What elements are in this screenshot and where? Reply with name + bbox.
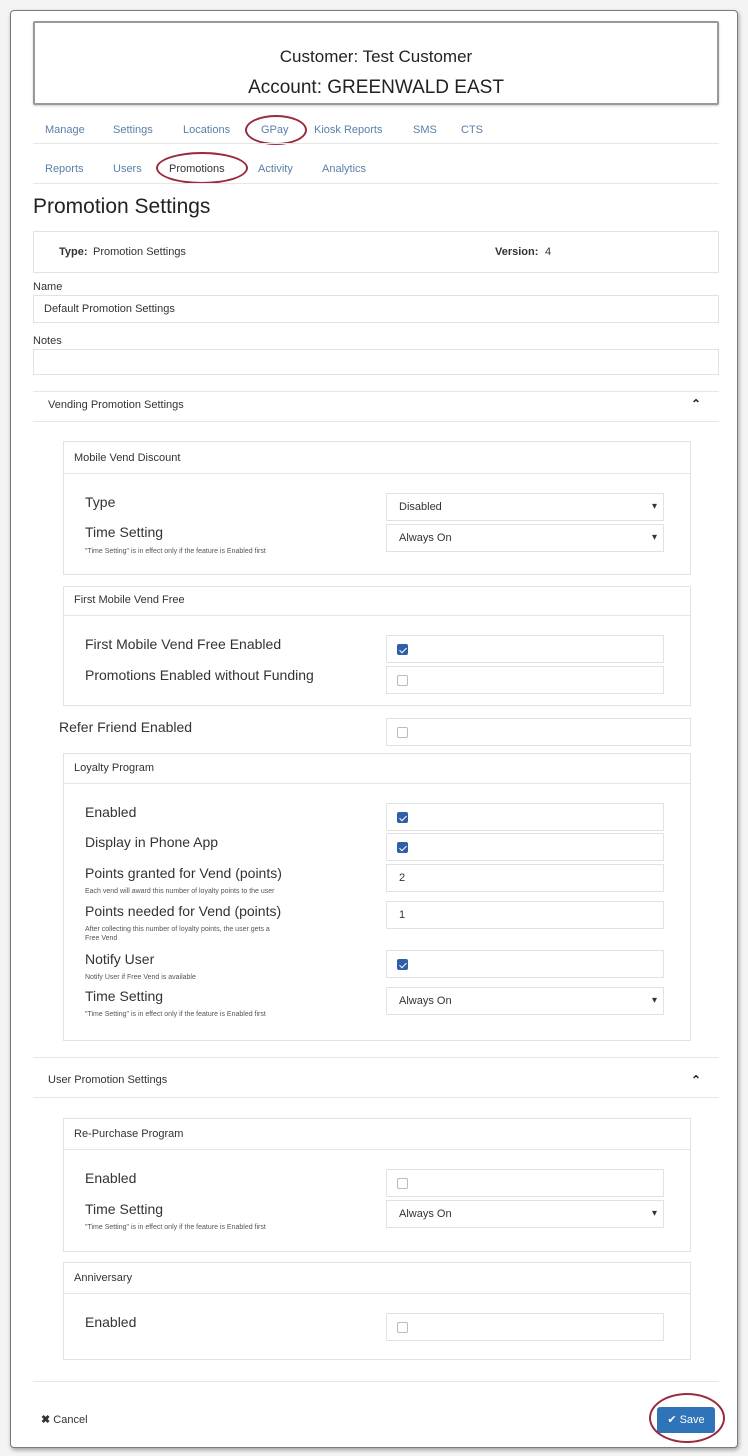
tab-manage[interactable]: Manage	[45, 124, 85, 136]
chevron-up-icon[interactable]: ⌃	[691, 1073, 702, 1087]
mobile-vend-discount-title: Mobile Vend Discount	[74, 452, 181, 464]
loyalty-needed-label: Points needed for Vend (points)	[85, 903, 282, 919]
tab-promotions[interactable]: Promotions	[169, 163, 225, 175]
account-header	[33, 21, 719, 105]
tab-analytics[interactable]: Analytics	[322, 163, 367, 175]
name-input[interactable]: Default Promotion Settings	[33, 295, 719, 323]
app-frame	[10, 10, 738, 1448]
loyalty-time-select[interactable]	[386, 987, 664, 1015]
panel-divider	[64, 615, 690, 616]
chevron-up-icon[interactable]: ⌃	[691, 397, 702, 411]
user-promo-section-title: User Promotion Settings	[48, 1074, 168, 1086]
loyalty-time-help: "Time Setting" is in effect only if the feature is Enabled first	[85, 1011, 266, 1018]
panel-divider	[64, 1293, 690, 1294]
loyalty-enabled-checkbox[interactable]	[397, 812, 408, 823]
loyalty-time-value: Always On	[399, 995, 452, 1007]
notes-input[interactable]	[33, 349, 719, 375]
repurchase-time-value: Always On	[399, 1208, 452, 1220]
close-icon: ✖	[41, 1414, 51, 1426]
tab-activity[interactable]: Activity	[258, 163, 293, 175]
tab-divider	[33, 183, 719, 184]
repurchase-title: Re-Purchase Program	[74, 1128, 184, 1140]
mvd-type-label: Type	[85, 494, 116, 510]
loyalty-granted-help: Each vend will award this number of loyalty points to the user	[85, 888, 275, 895]
tab-kiosk-reports[interactable]: Kiosk Reports	[314, 124, 383, 136]
loyalty-notify-help: Notify User if Free Vend is available	[85, 974, 196, 981]
mvd-type-select[interactable]	[386, 493, 664, 521]
fmvf-funding-checkbox[interactable]	[397, 675, 408, 686]
refer-friend-field	[386, 718, 691, 746]
fmvf-enabled-checkbox[interactable]	[397, 644, 408, 655]
loyalty-notify-label: Notify User	[85, 951, 155, 967]
cancel-label: Cancel	[53, 1414, 88, 1426]
panel-divider	[64, 1149, 690, 1150]
repurchase-time-select[interactable]	[386, 1200, 664, 1228]
refer-friend-label: Refer Friend Enabled	[59, 719, 193, 735]
repurchase-enabled-checkbox[interactable]	[397, 1178, 408, 1189]
repurchase-enabled-field	[386, 1169, 664, 1197]
version-value: 4	[545, 246, 552, 258]
anniversary-enabled-field	[386, 1313, 664, 1341]
tab-locations[interactable]: Locations	[183, 124, 231, 136]
anniversary-title: Anniversary	[74, 1272, 133, 1284]
mvd-type-value: Disabled	[399, 501, 442, 513]
loyalty-needed-input[interactable]: 1	[386, 901, 664, 929]
section-divider	[33, 1097, 719, 1098]
fmvf-enabled-field	[386, 635, 664, 663]
notes-label: Notes	[33, 335, 62, 347]
repurchase-time-help: "Time Setting" is in effect only if the feature is Enabled first	[85, 1224, 266, 1231]
loyalty-display-checkbox[interactable]	[397, 842, 408, 853]
tab-settings[interactable]: Settings	[113, 124, 153, 136]
tab-gpay[interactable]: GPay	[261, 124, 289, 136]
refer-friend-checkbox[interactable]	[397, 727, 408, 738]
type-label: Type:	[59, 246, 88, 258]
section-divider	[33, 391, 719, 392]
fmvf-funding-label: Promotions Enabled without Funding	[85, 667, 314, 683]
anniversary-enabled-checkbox[interactable]	[397, 1322, 408, 1333]
loyalty-notify-checkbox[interactable]	[397, 959, 408, 970]
customer-title: Customer: Test Customer	[279, 47, 473, 66]
account-title: Account: GREENWALD EAST	[248, 77, 504, 98]
tab-cts[interactable]: CTS	[461, 124, 483, 136]
version-label: Version:	[495, 246, 539, 258]
section-divider	[33, 1057, 719, 1058]
loyalty-enabled-label: Enabled	[85, 804, 137, 820]
loyalty-granted-input[interactable]: 2	[386, 864, 664, 892]
loyalty-time-label: Time Setting	[85, 988, 164, 1004]
cancel-button[interactable]	[41, 1413, 88, 1426]
loyalty-granted-label: Points granted for Vend (points)	[85, 865, 282, 881]
page-title: Promotion Settings	[33, 195, 211, 218]
type-value: Promotion Settings	[93, 246, 186, 258]
loyalty-display-label: Display in Phone App	[85, 834, 219, 850]
highlight-circle-save	[649, 1393, 725, 1443]
panel-divider	[64, 473, 690, 474]
tab-sms[interactable]: SMS	[413, 124, 437, 136]
mvd-time-label: Time Setting	[85, 524, 164, 540]
highlight-circle-promotions	[156, 152, 248, 184]
check-icon: ✔	[667, 1414, 677, 1426]
name-label: Name	[33, 281, 63, 293]
mvd-time-value: Always On	[399, 532, 452, 544]
fmvf-title: First Mobile Vend Free	[74, 594, 185, 606]
mvd-time-help: "Time Setting" is in effect only if the feature is Enabled first	[85, 548, 266, 555]
anniversary-panel	[63, 1262, 691, 1360]
repurchase-enabled-label: Enabled	[85, 1170, 137, 1186]
tab-reports[interactable]: Reports	[45, 163, 84, 175]
section-divider	[33, 421, 719, 422]
mvd-time-select[interactable]	[386, 524, 664, 552]
loyalty-needed-help: Free Vend	[85, 935, 118, 942]
repurchase-time-label: Time Setting	[85, 1201, 164, 1217]
footer-divider	[33, 1381, 719, 1382]
anniversary-enabled-label: Enabled	[85, 1314, 137, 1330]
tab-divider	[33, 143, 719, 144]
save-label: Save	[679, 1414, 705, 1426]
loyalty-notify-field	[386, 950, 664, 978]
tab-users[interactable]: Users	[113, 163, 142, 175]
loyalty-enabled-field	[386, 803, 664, 831]
fmvf-enabled-label: First Mobile Vend Free Enabled	[85, 636, 282, 652]
vending-section-title: Vending Promotion Settings	[48, 399, 184, 411]
fmvf-funding-field	[386, 666, 664, 694]
loyalty-display-field	[386, 833, 664, 861]
loyalty-title: Loyalty Program	[74, 762, 155, 774]
panel-divider	[64, 783, 690, 784]
loyalty-needed-help: After collecting this number of loyalty points, the user gets a	[85, 926, 270, 933]
highlight-circle-gpay	[245, 115, 307, 145]
